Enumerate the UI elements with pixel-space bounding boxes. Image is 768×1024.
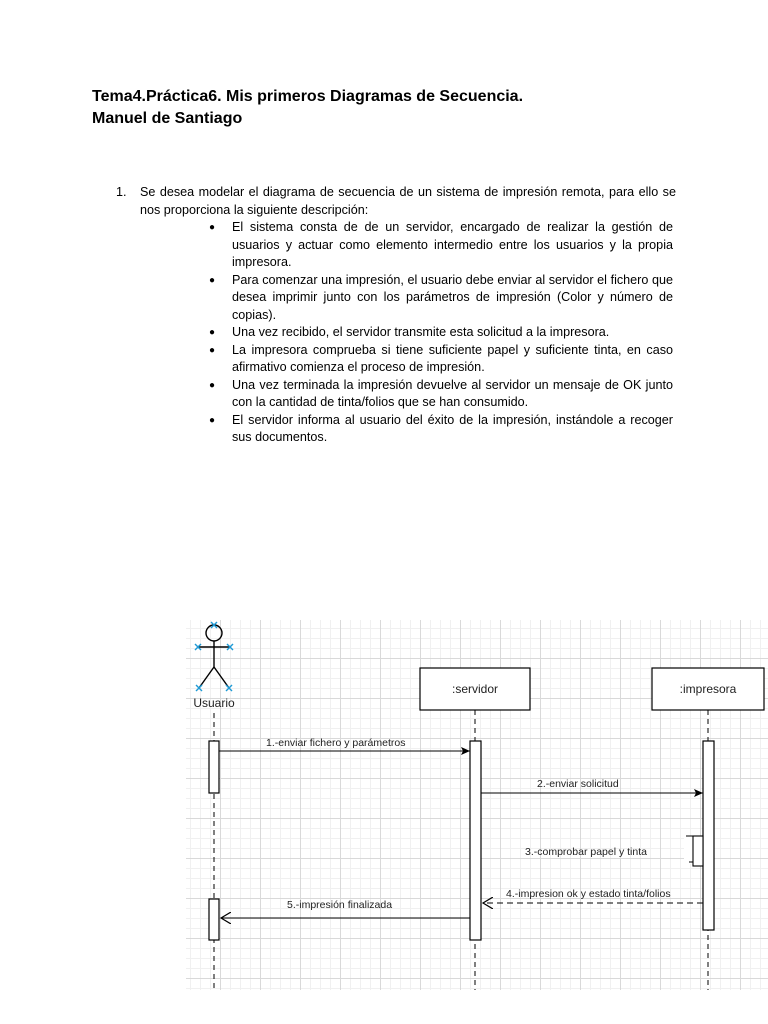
- activation-servidor: [470, 741, 481, 940]
- lifeline-impresora-label: :impresora: [679, 682, 737, 696]
- title-line-1: Tema4.Práctica6. Mis primeros Diagramas de Secuencia.: [92, 88, 524, 105]
- message-3-label: 3.-comprobar papel y tinta: [525, 846, 647, 858]
- message-1: [219, 737, 470, 751]
- bullet-item: ● Una vez terminada la impresión devuelve al servidor un mensaje de OK junto con la cantidad de tinta/folios que se han consumido.: [209, 377, 673, 409]
- bullet-icon: ●: [209, 327, 216, 338]
- bullet-list: [116, 219, 676, 447]
- message-5: [221, 899, 470, 918]
- document-title: [92, 86, 523, 130]
- title-line-2: Manuel de Santiago: [92, 110, 243, 127]
- activation-usuario-2: [209, 899, 219, 940]
- lifeline-impresora: [652, 668, 764, 710]
- sequence-diagram: [186, 620, 768, 990]
- question-1: [116, 184, 676, 447]
- bullet-icon: ●: [209, 344, 216, 356]
- activation-impresora: [703, 741, 714, 930]
- bullet-item: ● El sistema consta de de un servidor, encargado de realizar la gestión de usuarios y actuar como elemento intermedio entre los usuarios y la propia impresora.: [209, 220, 673, 269]
- bullet-item: ● El servidor informa al usuario del éxito de la impresión, instándole a recoger sus documentos.: [209, 412, 673, 444]
- message-5-label: 5.-impresión finalizada: [287, 899, 393, 911]
- bullet-item: ● Para comenzar una impresión, el usuario debe enviar al servidor el fichero que desea imprimir junto con los parámetros de impresión (Color y número de copias).: [209, 272, 673, 322]
- actor-usuario: [193, 622, 235, 710]
- bullet-item: ● Una vez recibido, el servidor transmite esta solicitud a la impresora.: [232, 324, 673, 342]
- activation-usuario-1: [209, 741, 219, 793]
- bullet-icon: ●: [209, 222, 216, 233]
- message-2: [481, 778, 703, 793]
- bullet-item: ● La impresora comprueba si tiene suficiente papel y suficiente tinta, en caso afirmativo comienza el proceso de impresión.: [209, 342, 673, 374]
- actor-stick-figure-icon: [198, 625, 230, 688]
- bullet-icon: ●: [209, 414, 216, 426]
- sequence-diagram-canvas: [186, 620, 768, 990]
- actor-label: Usuario: [193, 696, 235, 710]
- lifeline-servidor-label: :servidor: [451, 682, 499, 696]
- message-4: [483, 888, 703, 903]
- bullet-icon: ●: [209, 274, 216, 286]
- bullet-icon: ●: [209, 379, 216, 391]
- question-number: 1.: [116, 185, 127, 199]
- lifeline-servidor: [420, 668, 530, 710]
- message-1-label: 1.-enviar fichero y parámetros: [266, 737, 406, 749]
- question-intro: [116, 184, 676, 219]
- message-4-label: 4.-impresion ok y estado tinta/folios: [506, 888, 671, 900]
- message-3: [525, 836, 703, 866]
- question-intro-text: Se desea modelar el diagrama de secuencia de un sistema de impresión remota, para ello se nos proporciona la siguiente descripción:: [140, 185, 676, 217]
- message-2-label: 2.-enviar solicitud: [537, 778, 619, 790]
